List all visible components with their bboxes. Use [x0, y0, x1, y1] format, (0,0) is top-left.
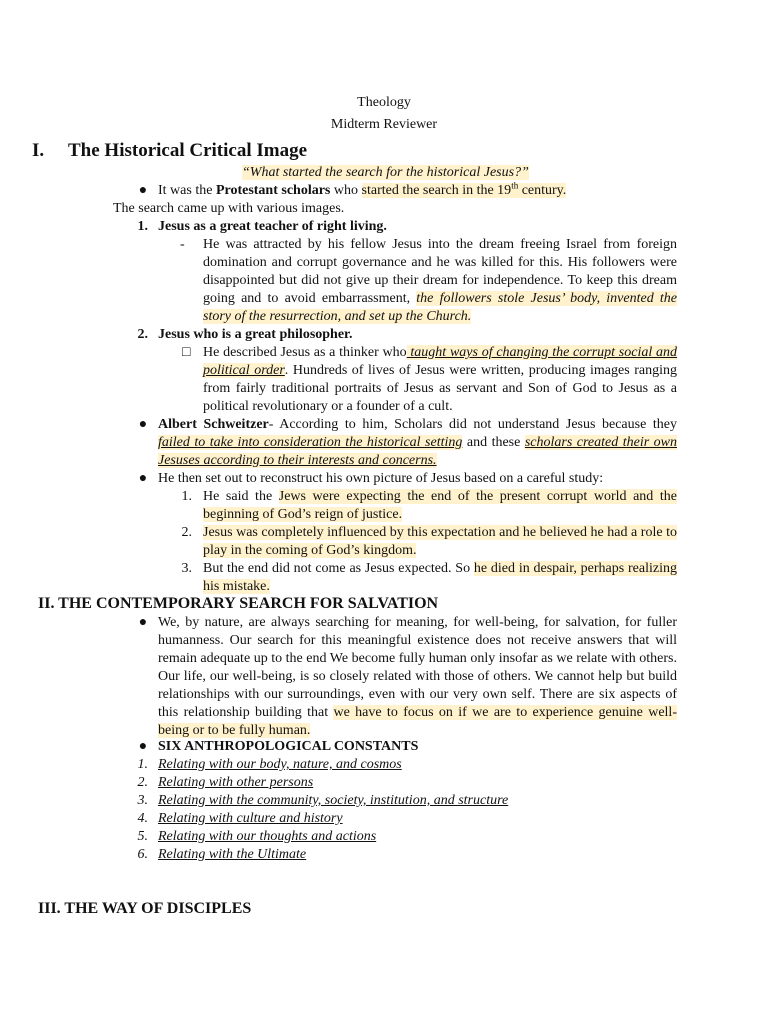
section-2-title: II. THE CONTEMPORARY SEARCH FOR SALVATION — [38, 595, 439, 612]
guiding-question: “What started the search for the historical Jesus?” — [242, 165, 529, 180]
constant-number: 5. — [137, 829, 148, 844]
box-icon: □ — [182, 345, 191, 360]
bullet-icon: ● — [138, 739, 148, 754]
doc-title: Theology — [357, 95, 411, 110]
constant-item: Relating with our body, nature, and cosmos — [158, 757, 402, 772]
reconstruct-2-number: 2. — [181, 525, 192, 540]
constant-item: Relating with the community, society, institution, and structure — [158, 793, 509, 808]
item-2-number: 2. — [137, 327, 148, 342]
constant-number: 1. — [137, 757, 148, 772]
bullet-icon: ● — [138, 471, 148, 486]
doc-subtitle: Midterm Reviewer — [330, 117, 438, 132]
reconstruct-3-number: 3. — [181, 561, 192, 576]
item-2-text: He described Jesus as a thinker who taught ways of changing the corrupt social and political order. Hundreds of lives of Jesus were written, producing images ranging from fairly traditional portraits of Jesus as servant and Son of God to Jesus as a political revolutionary or a founder of a cult. — [203, 345, 677, 414]
section-3-title: III. THE WAY OF DISCIPLES — [38, 900, 252, 917]
bullet-icon: ● — [138, 615, 148, 630]
constant-item: Relating with our thoughts and actions — [158, 829, 377, 844]
item-1-text: He was attracted by his fellow Jesus into the dream freeing Israel from foreign domination and corrupt governance and he was killed for this. His followers were disappointed but did not give up their dream for independence. To keep this dream going and to avoid embarrassment, the followers stole Jesus’ body, invented the story of the resurrection, and set up the Church. — [203, 237, 678, 324]
dash-marker: - — [180, 237, 185, 252]
section-1-title: The Historical Critical Image — [68, 140, 308, 161]
constant-number: 4. — [137, 811, 148, 826]
constant-number: 3. — [137, 793, 148, 808]
reconstruct-3-text: But the end did not come as Jesus expected. So he died in despair, perhaps realizing his mistake. — [203, 561, 677, 594]
item-1-number: 1. — [137, 219, 148, 234]
intro-images: The search came up with various images. — [113, 201, 345, 216]
constant-item: Relating with culture and history — [158, 811, 343, 826]
section-1-roman: I. — [32, 140, 45, 161]
reconstruct-1-text: He said the Jews were expecting the end of the present corrupt world and the beginning of God’s reign of justice. — [203, 489, 677, 522]
constant-item: Relating with other persons — [158, 775, 314, 790]
constant-number: 6. — [137, 847, 148, 862]
bullet-icon: ● — [138, 183, 148, 198]
reconstruct-1-number: 1. — [181, 489, 192, 504]
reconstruct-2-text: Jesus was completely influenced by this expectation and he believed he had a role to play in the coming of God’s kingdom. — [203, 525, 677, 558]
constant-item: Relating with the Ultimate — [158, 847, 307, 862]
bullet-icon: ● — [138, 417, 148, 432]
item-2-title: Jesus who is a great philosopher. — [158, 327, 353, 342]
item-1-title: Jesus as a great teacher of right living. — [158, 219, 387, 234]
constant-number: 2. — [137, 775, 148, 790]
